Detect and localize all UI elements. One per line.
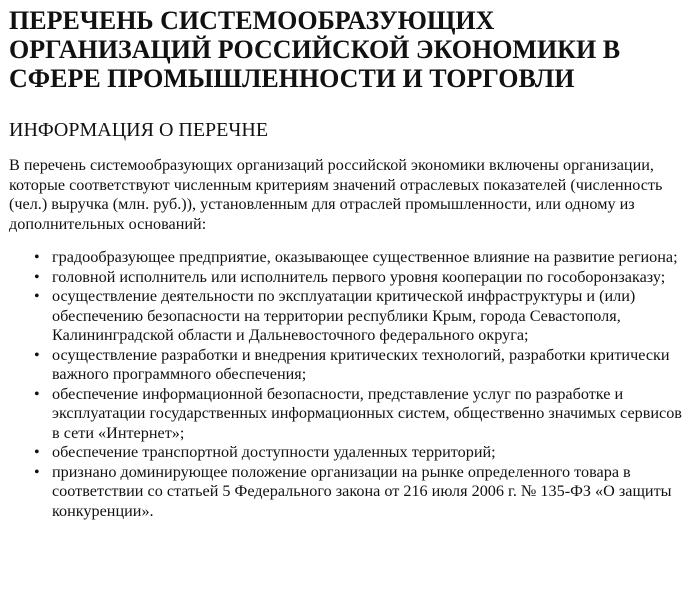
list-item <box>9 443 693 463</box>
document-page <box>9 6 693 521</box>
list-item-text: обеспечение транспортной доступности удаленных территорий; <box>52 443 496 461</box>
bullet-icon: • <box>34 463 40 481</box>
bullet-icon: • <box>34 288 40 305</box>
list-item <box>9 287 693 346</box>
list-item-text: градообразующее предприятие, оказывающее существенное влияние на развитие региона; <box>52 248 678 266</box>
list-item-text: головной исполнитель или исполнитель первого уровня кооперации по гособоронзаказу; <box>52 267 666 286</box>
bullet-icon: • <box>34 249 40 266</box>
list-item-text: признано доминирующее положение организации на рынке определенного товара в соответствии со статьей 5 Федерального закона от 216 июля 2006 г. № 135-ФЗ «О защиты конкуренции». <box>52 462 672 520</box>
list-item <box>9 385 693 444</box>
bullet-icon: • <box>34 346 40 364</box>
intro-paragraph: В перечень системообразующих организаций российской экономики включены организации, которые соответствуют численным критериям значений отраслевых показателей (численность (чел.) выручка (млн. руб.)), установленным для отраслей промышленности, или одному из дополнительных оснований: <box>9 156 663 233</box>
list-item <box>9 268 693 288</box>
list-item <box>9 248 693 268</box>
section-heading: ИНФОРМАЦИЯ О ПЕРЕЧНЕ <box>9 119 269 141</box>
list-item <box>9 463 693 522</box>
page-title: ПЕРЕЧЕНЬ СИСТЕМООБРАЗУЮЩИХ ОРГАНИЗАЦИЙ РОССИЙСКОЙ ЭКОНОМИКИ В СФЕРЕ ПРОМЫШЛЕННОСТИ И ТОРГОВЛИ <box>9 6 621 93</box>
criteria-list <box>9 248 693 521</box>
list-item-text: обеспечение информационной безопасности, представление услуг по разработке и эксплуатации государственных информационных систем, общественно значимых сервисов в сети «Интернет»; <box>52 384 682 442</box>
bullet-icon: • <box>34 385 40 403</box>
list-item-text: осуществление разработки и внедрения критических технологий, разработки критически важного программного обеспечения; <box>52 345 670 383</box>
list-item-text: осуществление деятельности по эксплуатации критической инфраструктуры и (или) обеспечению безопасности на территории республики Крым, города Севастополя, Калининградской области и Дальневосточного федерального округа; <box>52 287 636 344</box>
list-item <box>9 346 693 385</box>
bullet-icon: • <box>34 268 40 286</box>
bullet-icon: • <box>34 444 40 461</box>
